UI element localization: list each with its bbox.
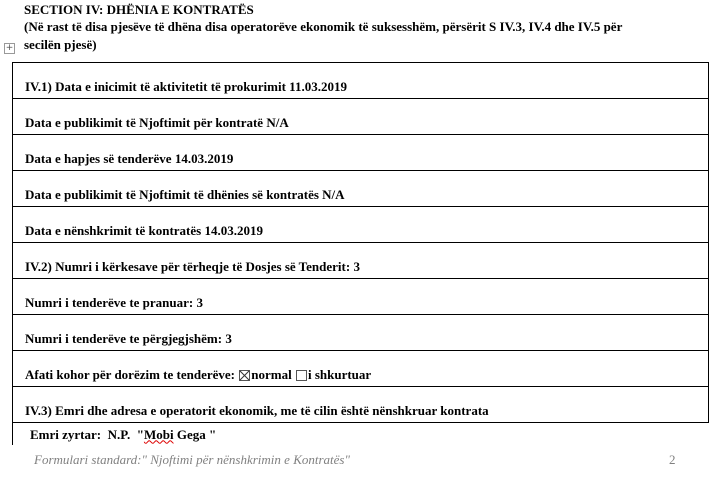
table-row: Numri i tenderëve te përgjegjshëm: 3 (13, 315, 709, 351)
table-row: IV.2) Numri i kërkesave për tërheqje të Dosjes së Tenderit: 3 (13, 243, 709, 279)
page-number: 2 (669, 452, 676, 467)
footer-text: Formulari standard:" Njoftimi për nënshkrimin e Kontratës" (34, 452, 350, 467)
deadline-label: Afati kohor për dorëzim te tenderëve: (25, 367, 239, 382)
deadline-row (13, 351, 709, 387)
normal-checkbox[interactable] (239, 370, 250, 381)
name-value: Mobi (143, 426, 174, 442)
table-row: Data e nënshkrimit të kontratës 14.03.2019 (13, 207, 709, 243)
operator-heading: IV.3) Emri dhe adresa e operatorit ekonomik, me të cilin është nënshkruar kontrata (13, 387, 709, 423)
section-title: SECTION IV: DHËNIA E KONTRATËS (24, 2, 254, 17)
section-note-cont: secilën pjesë) (24, 37, 97, 52)
section-note: (Në rast të disa pjesëve të dhëna disa operatorëve ekonomik të suksesshëm, përsërit S IV.3, IV.4 dhe IV.5 për (24, 19, 623, 34)
table-row: IV.1) Data e inicimit të aktivitetit të prokurimit 11.03.2019 (13, 63, 709, 99)
table-move-handle-icon[interactable]: + (5, 43, 14, 53)
table-row: Data e hapjes së tenderëve 14.03.2019 (13, 135, 709, 171)
shortened-label: i shkurtuar (307, 367, 372, 382)
name-label: Emri zyrtar: N.P. " (30, 426, 144, 442)
shortened-checkbox[interactable] (296, 370, 307, 381)
normal-label: normal (251, 367, 292, 382)
table-row: Data e publikimit të Njoftimit për kontratë N/A (13, 99, 709, 135)
name-rest: Gega " (173, 426, 217, 442)
table-row: Data e publikimit të Njoftimit të dhënies së kontratës N/A (13, 171, 709, 207)
operator-name-row (13, 423, 709, 445)
award-table (12, 62, 709, 445)
table-row: Numri i tenderëve te pranuar: 3 (13, 279, 709, 315)
